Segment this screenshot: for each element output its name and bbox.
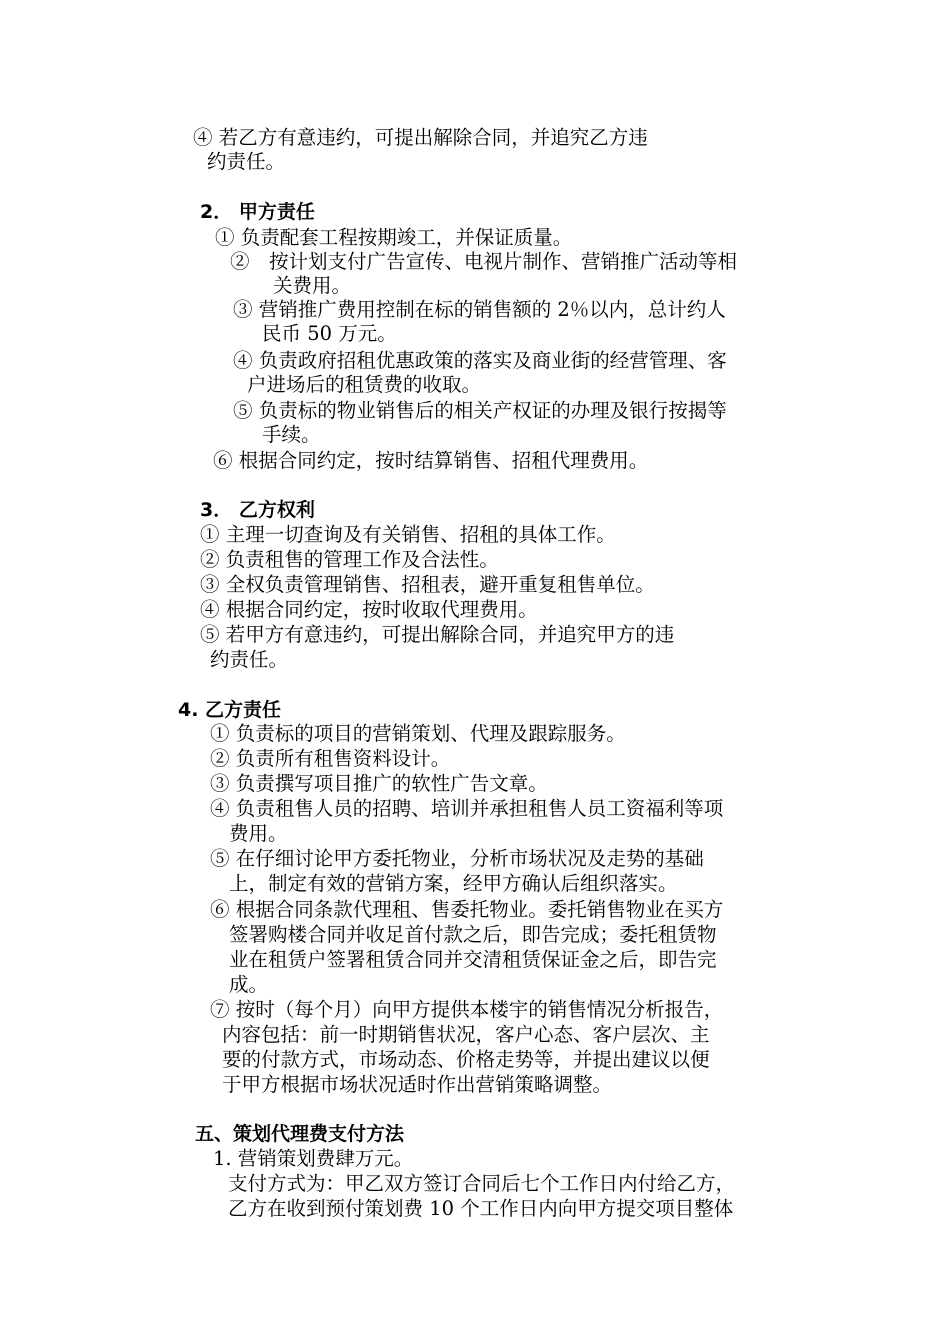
s3-line: 约责任。 [210, 648, 289, 671]
s4-line: 签署购楼合同并收足首付款之后，即告完成；委托租赁物 [229, 923, 717, 946]
s1-line: 约责任。 [207, 150, 286, 173]
s4-line: 要的付款方式，市场动态、价格走势等，并提出建议以便 [222, 1048, 710, 1071]
s4-line: 费用。 [229, 822, 288, 845]
s1-line: ④ 若乙方有意违约，可提出解除合同，并追究乙方违 [193, 126, 648, 149]
s2-line: ④ 负责政府招租优惠政策的落实及商业街的经营管理、客 [233, 349, 727, 372]
s3-line: ⑤ 若甲方有意违约，可提出解除合同，并追究甲方的违 [200, 623, 675, 646]
s3-line: ③ 全权负责管理销售、招租表，避开重复租售单位。 [200, 573, 655, 596]
section-heading: 五、策划代理费支付方法 [195, 1123, 405, 1145]
s4-line: ⑦ 按时（每个月）向甲方提供本楼宇的销售情况分析报告， [210, 998, 724, 1021]
section-heading: 2． 甲方责任 [200, 201, 315, 223]
s3-line: ④ 根据合同约定，按时收取代理费用。 [200, 598, 538, 621]
s4-line: ② 负责所有租售资料设计。 [210, 747, 451, 770]
s2-line: 户进场后的租赁费的收取。 [247, 373, 482, 396]
s2-line: 关费用。 [273, 274, 352, 297]
s2-line: ⑤ 负责标的物业销售后的相关产权证的办理及银行按揭等 [233, 399, 727, 422]
s4-line: ⑤ 在仔细讨论甲方委托物业，分析市场状况及走势的基础 [210, 847, 704, 870]
s4-line: 内容包括：前一时期销售状况，客户心态、客户层次、主 [222, 1023, 710, 1046]
s4-line: 业在租赁户签署租赁合同并交清租赁保证金之后，即告完 [229, 948, 717, 971]
s3-line: ② 负责租售的管理工作及合法性。 [200, 548, 499, 571]
s4-line: ⑥ 根据合同条款代理租、售委托物业。委托销售物业在买方 [210, 898, 724, 921]
s4-line: ④ 负责租售人员的招聘、培训并承担租售人员工资福利等项 [210, 797, 724, 820]
s2-line: ③ 营销推广费用控制在标的销售额的 2％以内，总计约人 [233, 298, 726, 321]
s2-line: 手续。 [262, 423, 321, 446]
s4-line: 成。 [229, 973, 269, 996]
s4-line: ① 负责标的项目的营销策划、代理及跟踪服务。 [210, 722, 626, 745]
s4-line: ③ 负责撰写项目推广的软性广告文章。 [210, 772, 548, 795]
s3-line: ① 主理一切查询及有关销售、招租的具体工作。 [200, 523, 616, 546]
s2-line: 民币 50 万元。 [262, 322, 397, 345]
s5-line: 1. 营销策划费肆万元。 [213, 1147, 414, 1170]
s4-line: 于甲方根据市场状况适时作出营销策略调整。 [222, 1073, 613, 1096]
section-heading: 4. 乙方责任 [178, 699, 282, 721]
s5-line: 乙方在收到预付策划费 10 个工作日内向甲方提交项目整体 [228, 1197, 734, 1220]
section-heading: 3． 乙方权利 [200, 499, 315, 521]
s5-line: 支付方式为：甲乙双方签订合同后七个工作日内付给乙方， [228, 1172, 736, 1195]
s2-line: ⑥ 根据合同约定，按时结算销售、招租代理费用。 [213, 449, 649, 472]
s4-line: 上，制定有效的营销方案，经甲方确认后组织落实。 [229, 872, 678, 895]
s2-line: ① 负责配套工程按期竣工，并保证质量。 [215, 226, 573, 249]
s2-line: ② 按计划支付广告宣传、电视片制作、营销推广活动等相 [230, 250, 738, 273]
